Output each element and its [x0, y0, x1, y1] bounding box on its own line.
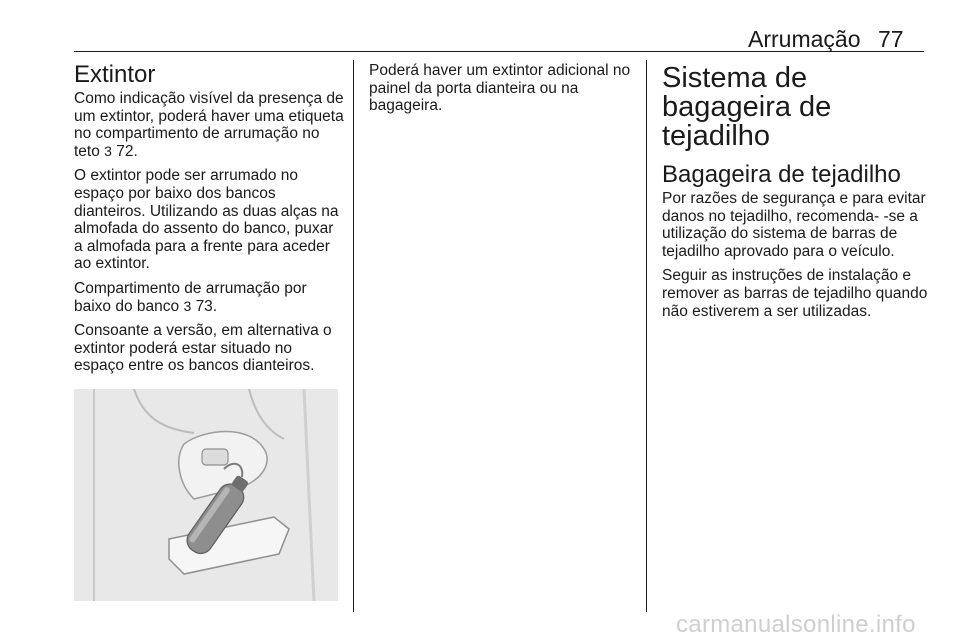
column-1: [74, 62, 346, 382]
header-rule: [74, 51, 924, 52]
extinguisher-illustration: [74, 389, 338, 601]
section-title-bagageira: Sistema de bagageira de tejadilho: [662, 62, 832, 152]
paragraph-extintor-adicional: Poderá haver um extintor adicional no painel da porta dianteira ou na bagageira.: [369, 62, 631, 115]
cross-reference-page[interactable]: 73.: [195, 297, 218, 315]
column-3: [662, 64, 930, 327]
column-2: [369, 62, 639, 122]
paragraph-indicacao: [74, 90, 346, 160]
cross-reference-page[interactable]: 72.: [116, 142, 138, 160]
subsection-heading-bagageira: Bagageira de tejadilho: [662, 161, 901, 188]
cross-reference-icon: 3: [104, 142, 112, 159]
paragraph-text: Compartimento de arrumação por baixo do banco: [74, 279, 307, 315]
paragraph-consoante: Consoante a versão, em alternativa o extintor poderá estar situado no espaço entre os bancos dianteiros.: [74, 322, 332, 375]
page-number: 77: [878, 26, 904, 52]
watermark: carmanualsonline.info: [676, 611, 916, 638]
extinguisher-under-seat-drawing: [74, 389, 338, 601]
paragraph-compartimento: [74, 280, 346, 315]
column-divider-left: [353, 60, 354, 612]
page-header-title: Arrumação: [748, 26, 861, 52]
paragraph-instrucoes: Seguir as instruções de instalação e remover as barras de tejadilho quando não estiverem a ser utilizadas.: [662, 267, 928, 320]
paragraph-text: Como indicação visível da presença de um extintor, poderá haver uma etiqueta no compartimento de arrumação no teto: [74, 90, 344, 160]
paragraph-arrumacao: O extintor pode ser arrumado no espaço por baixo dos bancos dianteiros. Utilizando as duas alças na almofada do assento do banco, puxar a almofada para a frente para aceder ao extintor.: [74, 167, 339, 273]
section-heading-extintor: Extintor: [74, 61, 156, 88]
paragraph-razoes: Por razões de segurança e para evitar danos no tejadilho, recomenda- -se a utilização do sistema de barras de tejadilho aprovado para o veículo.: [662, 190, 926, 260]
column-divider-right: [646, 60, 647, 612]
cross-reference-icon: 3: [183, 297, 192, 314]
